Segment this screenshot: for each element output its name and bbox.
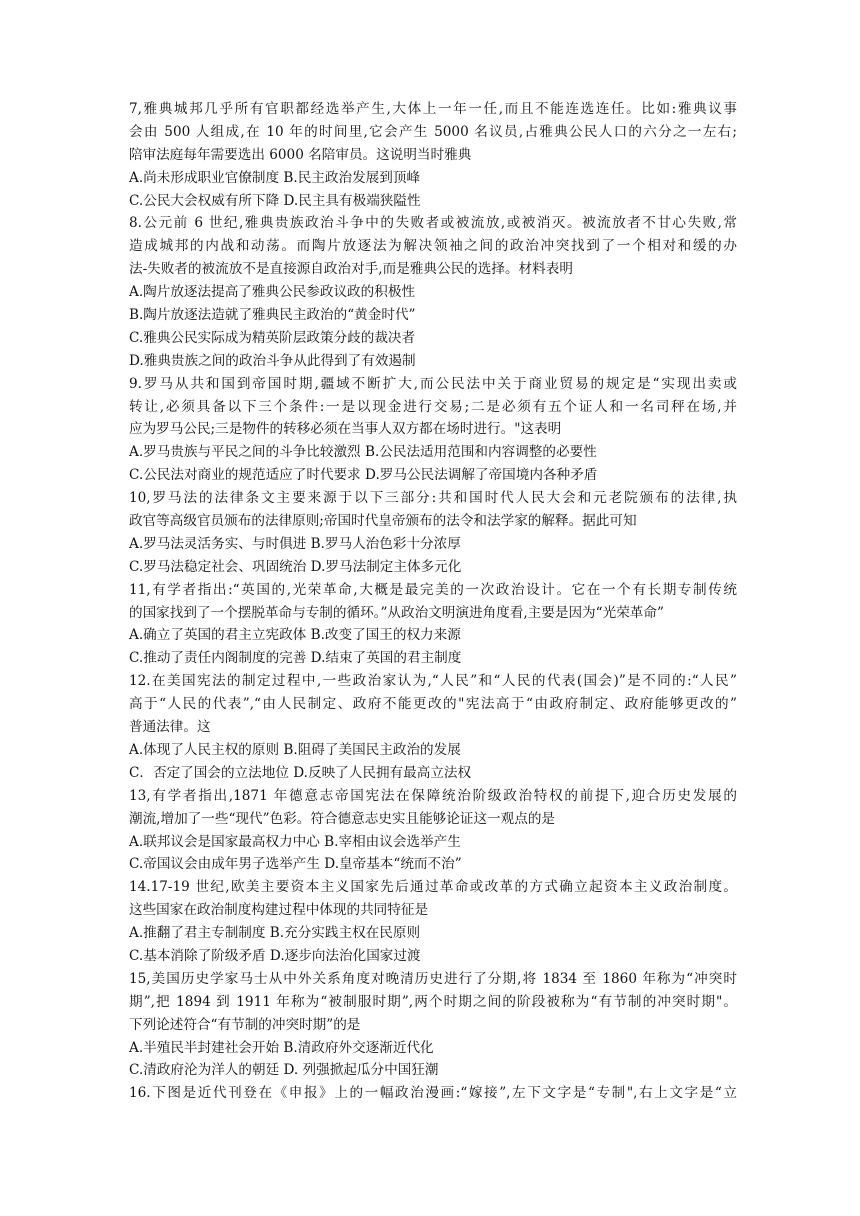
question-option: C.推动了责任内阁制度的完善 D.结束了英国的君主制度 bbox=[129, 650, 462, 667]
question-9 bbox=[129, 373, 737, 487]
question-option: C.帝国议会由成年男子选举产生 D.皇帝基本“统而不治” bbox=[129, 856, 462, 873]
question-stem-line: 8.公元前 6 世纪,雅典贵族政治斗争中的失败者或被流放,或被消灭。被流放者不甘心失败,常 bbox=[129, 215, 737, 232]
exam-page bbox=[129, 98, 737, 1105]
question-stem-line: 15,美国历史学家马士从中外关系角度对晚清历史进行了分期,将 1834 至 1860 年称为“冲突时 bbox=[129, 970, 737, 987]
question-stem-line: 高于“人民的代表”,“由人民制定、政府不能更改的"宪法高于“由政府制定、政府能够更改的” bbox=[129, 696, 737, 713]
question-stem-line: 陪审法庭每年需要选出 6000 名陪审员。这说明当时雅典 bbox=[129, 146, 472, 163]
question-option: D.雅典贵族之间的政治斗争从此得到了有效遏制 bbox=[129, 352, 416, 369]
question-stem-line: 下列论述符合“有节制的冲突时期”的是 bbox=[129, 1016, 361, 1033]
question-stem-line: 11,有学者指出:“英国的,光荣革命,大概是最完美的一次政治设计。它在一个有长期专制传统 bbox=[129, 581, 737, 598]
question-10 bbox=[129, 487, 737, 579]
question-option: C.公民大会权威有所下降 D.民主具有极端狭隘性 bbox=[129, 192, 421, 209]
question-option: A.尚未形成职业官僚制度 B.民主政治发展到顶峰 bbox=[129, 169, 421, 186]
question-option: A.推翻了君主专制制度 B.充分实践主权在民原则 bbox=[129, 925, 421, 942]
question-stem-line: 普通法律。这 bbox=[129, 719, 211, 736]
question-stem-line: 应为罗马公民;三是物件的转移必须在当事人双方都在场时进行。"这表明 bbox=[129, 421, 562, 438]
question-option: A.体现了人民主权的原则 B.阻碍了美国民主政治的发展 bbox=[129, 741, 461, 758]
question-option: A.罗马法灵活务实、与时俱进 B.罗马人治色彩十分浓厚 bbox=[129, 535, 461, 552]
question-stem-line: 期”,把 1894 到 1911 年称为“被制服时期”,两个时期之间的阶段被称为“有节制的冲突时期"。 bbox=[129, 993, 737, 1010]
question-11 bbox=[129, 579, 737, 671]
question-option: B.陶片放逐法造就了雅典民主政治的“黄金时代” bbox=[129, 307, 416, 324]
question-stem-line: 13,有学者指出,1871 年德意志帝国宪法在保障统治阶级政治特权的前提下,迎合历史发展的 bbox=[129, 787, 737, 804]
question-option: A.罗马贵族与平民之间的斗争比较激烈 B.公民法适用范围和内容调整的必要性 bbox=[129, 444, 597, 461]
question-stem-line: 的国家找到了一个摆脱革命与专制的循环。”从政治文明演进角度看,主要是因为“光荣革命” bbox=[129, 604, 664, 621]
question-stem-line: 这些国家在政治制度构建过程中体现的共同特征是 bbox=[129, 902, 429, 919]
question-stem-line: 10,罗马法的法律条文主要来源于以下三部分:共和国时代人民大会和元老院颁布的法律,执 bbox=[129, 490, 737, 507]
question-option: A.确立了英国的君主立宪政体 B.改变了国王的权力来源 bbox=[129, 627, 461, 644]
question-stem-line: 12.在美国宪法的制定过程中,一些政治家认为,“人民”和“人民的代表(国会)”是不同的:“人民” bbox=[129, 673, 737, 690]
question-option: C.雅典公民实际成为精英阶层政策分歧的裁决者 bbox=[129, 329, 416, 346]
question-stem-line: 14.17-19 世纪,欧美主要资本主义国家先后通过革命或改革的方式确立起资本主义政治制度。 bbox=[129, 879, 737, 896]
question-stem-line: 16.下图是近代刊登在《申报》上的一幅政治漫画:“嫁接”,左下文字是“专制",右上文字是“立 bbox=[129, 1085, 737, 1102]
question-12 bbox=[129, 670, 737, 784]
question-stem-line: 9.罗马从共和国到帝国时期,疆域不断扩大,而公民法中关于商业贸易的规定是“实现出卖或 bbox=[129, 375, 737, 392]
question-7 bbox=[129, 98, 737, 212]
question-option: A.陶片放逐法提高了雅典公民参政议政的积极性 bbox=[129, 284, 416, 301]
question-stem-line: 法-失败者的被流放不是直接源自政治对手,而是雅典公民的选择。材料表明 bbox=[129, 261, 573, 278]
question-option: A.半殖民半封建社会开始 B.清政府外交逐渐近代化 bbox=[129, 1039, 434, 1056]
question-15 bbox=[129, 968, 737, 1082]
question-stem-line: 造成城邦的内战和动荡。而陶片放逐法为解决领袖之间的政治冲突找到了一个相对和缓的办 bbox=[129, 238, 737, 255]
question-option: C.公民法对商业的规范适应了时代要求 D.罗马公民法调解了帝国境内各种矛盾 bbox=[129, 467, 598, 484]
question-13 bbox=[129, 785, 737, 877]
question-option: C.罗马法稳定社会、巩固统治 D.罗马法制定主体多元化 bbox=[129, 558, 462, 575]
question-option: C．否定了国会的立法地位 D.反映了人民拥有最高立法权 bbox=[129, 764, 472, 781]
question-stem-line: 潮流,增加了一些“现代”色彩。符合德意志史实且能够论证这一观点的是 bbox=[129, 810, 556, 827]
question-option: C.清政府沦为洋人的朝廷 D. 列强掀起瓜分中国狂潮 bbox=[129, 1062, 439, 1079]
question-16 bbox=[129, 1082, 737, 1105]
question-stem-line: 政官等高级官员颁布的法律原则;帝国时代皇帝颁布的法令和法学家的解释。据此可知 bbox=[129, 513, 637, 530]
question-stem-line: 转让,必须具备以下三个条件:一是以现金进行交易;二是必须有五个证人和一名司秤在场,并 bbox=[129, 398, 737, 415]
question-8 bbox=[129, 212, 737, 372]
question-stem-line: 会由 500 人组成,在 10 年的时间里,它会产生 5000 名议员,占雅典公民人口的六分之一左右; bbox=[129, 123, 737, 140]
question-14 bbox=[129, 876, 737, 968]
question-option: A.联邦议会是国家最高权力中心 B.宰相由议会选举产生 bbox=[129, 833, 461, 850]
question-option: C.基本消除了阶级矛盾 D.逐步向法治化国家过渡 bbox=[129, 947, 421, 964]
question-stem-line: 7,雅典城邦几乎所有官职都经选举产生,大体上一年一任,而且不能连选连任。比如:雅典议事 bbox=[129, 101, 737, 117]
